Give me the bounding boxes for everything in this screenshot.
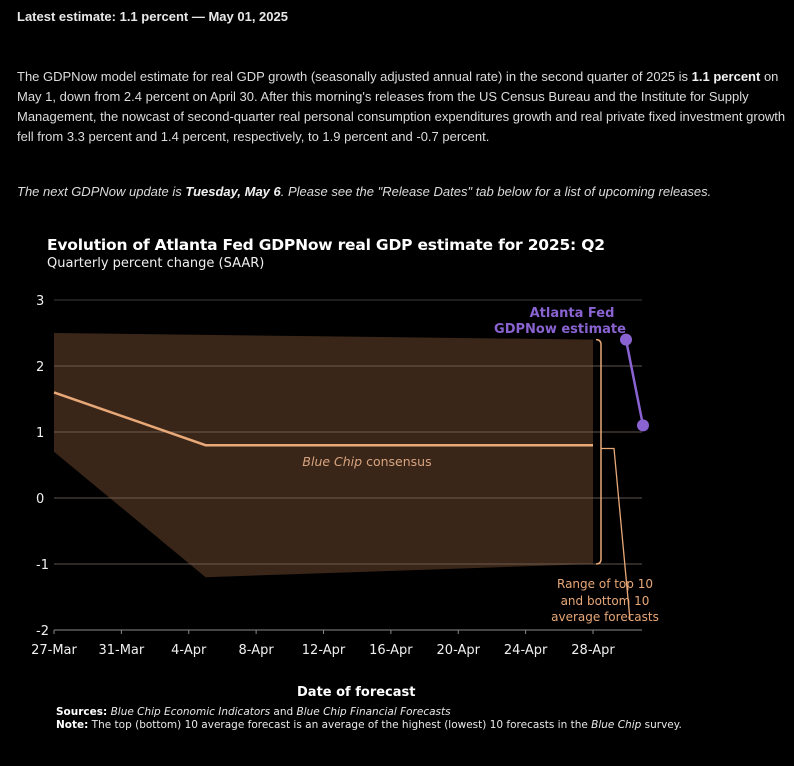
range-label-line3: average forecasts <box>551 610 659 624</box>
note-text: The top (bottom) 10 average forecast is an average of the highest (lowest) 10 forecasts in the <box>88 719 592 731</box>
gdpnow-estimate-line <box>626 340 643 426</box>
gdpnow-label-line1: Atlanta Fed <box>529 306 615 321</box>
chart-title: Evolution of Atlanta Fed GDPNow real GDP estimate for 2025: Q2 <box>47 236 605 254</box>
y-tick-label: 0 <box>36 492 45 507</box>
y-tick-label: -1 <box>36 558 49 573</box>
consensus-label-italic: Blue Chip <box>302 454 363 469</box>
consensus-label-rest: consensus <box>362 454 432 469</box>
y-tick-label: -2 <box>36 624 49 639</box>
sources-label: Sources: <box>56 706 108 718</box>
next-update-date: Tuesday, May 6 <box>185 184 281 199</box>
note-line <box>56 719 776 732</box>
latest-estimate-heading: Latest estimate: 1.1 percent — May 01, 2025 <box>17 9 288 24</box>
x-tick-label: 27-Mar <box>31 643 77 658</box>
y-tick-label: 2 <box>36 360 45 375</box>
chart-footnotes <box>56 706 776 732</box>
gdpnow-label-line2: GDPNow estimate <box>494 322 626 337</box>
y-tick-label: 3 <box>36 294 45 309</box>
summary-text-2: on May 1, down from 2.4 percent on April 30. After this morning's releases from the US Census Bureau and the Institute for Supply Management, the nowcast of second-quarter real personal consumption expenditures growth and real private fixed investment growth fell from 3.3 percent and 1.4 percent, respectively, to 1.9 percent and -0.7 percent. <box>17 69 786 144</box>
summary-bold-estimate: 1.1 percent <box>691 69 761 84</box>
note-italic: Blue Chip <box>591 719 642 731</box>
x-tick-label: 24-Apr <box>503 643 548 658</box>
next-update-text-1: The next GDPNow update is <box>17 184 186 199</box>
sources-and: and <box>270 706 297 718</box>
range-label-line2: and bottom 10 <box>560 594 650 608</box>
x-tick-label: 8-Apr <box>238 643 274 658</box>
range-bracket <box>596 340 601 564</box>
x-axis-title: Date of forecast <box>297 685 416 700</box>
x-tick-label: 12-Apr <box>301 643 346 658</box>
source-1: Blue Chip Economic Indicators <box>110 706 271 718</box>
y-tick-label: 1 <box>36 426 45 441</box>
chart-subtitle: Quarterly percent change (SAAR) <box>47 256 265 271</box>
x-tick-label: 4-Apr <box>171 643 207 658</box>
note-label: Note: <box>56 719 89 731</box>
sources-line <box>56 706 776 719</box>
summary-text-1: The GDPNow model estimate for real GDP growth (seasonally adjusted annual rate) in the second quarter of 2025 is <box>17 69 692 84</box>
range-label-line1: Range of top 10 <box>557 577 653 591</box>
x-tick-label: 20-Apr <box>436 643 480 658</box>
source-2: Blue Chip Financial Forecasts <box>296 706 451 718</box>
x-tick-label: 31-Mar <box>98 643 145 658</box>
x-tick-label: 28-Apr <box>571 643 615 658</box>
note-end: survey. <box>641 719 682 731</box>
consensus-label <box>302 454 431 469</box>
next-update-text-2: . Please see the "Release Dates" tab below for a list of upcoming releases. <box>280 184 712 199</box>
gdpnow-point-1-May <box>637 419 649 431</box>
x-tick-label: 16-Apr <box>369 643 413 658</box>
